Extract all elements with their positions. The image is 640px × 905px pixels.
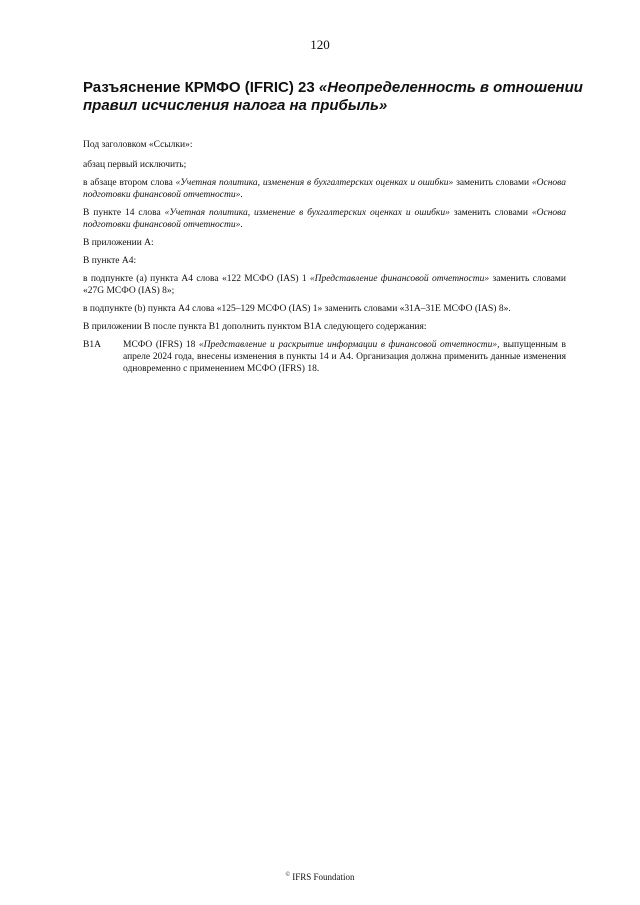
paragraph-delete-first: абзац первый исключить; xyxy=(83,160,187,170)
italic-run: «Основа подготовки финансовой отчетности» xyxy=(83,178,566,200)
document-body xyxy=(83,139,566,381)
page-number: 120 xyxy=(310,37,330,52)
text-run: заменить словами xyxy=(453,178,532,188)
text-run: МСФО (IFRS) 18 xyxy=(123,340,199,350)
paragraph-subpoint-b: в подпункте (b) пункта А4 слова «125–129 МСФО (IAS) 1» заменить словами «31А–31Е МСФО (IAS) 8». xyxy=(83,304,511,314)
copyright-symbol: © xyxy=(285,872,291,878)
paragraph-b1a-text xyxy=(123,339,566,375)
italic-run: «Представление финансовой отчетности» xyxy=(309,274,490,284)
text-run: в подпункте (а) пункта А4 слова «122 МСФО (IAS) 1 xyxy=(83,274,310,284)
paragraph-appendix-b: В приложении В после пункта В1 дополнить пунктом В1А следующего содержания: xyxy=(83,322,427,332)
page-title xyxy=(83,79,583,115)
text-run: В пункте 14 слова xyxy=(83,208,165,218)
italic-run: «Основа подготовки финансовой отчетности» xyxy=(83,208,566,230)
paragraph-subpoint-a xyxy=(83,273,566,297)
paragraph-second-abzac xyxy=(83,177,566,201)
text-run: , выпущенным в апреле 2024 года, внесены изменения в пункты 14 и А4. Организация должна применить данные изменения одновременно с применением МСФО (IFRS) 18. xyxy=(123,340,566,374)
paragraph-point-14 xyxy=(83,207,566,231)
paragraph-b1a xyxy=(83,339,566,375)
italic-run: «Учетная политика, изменения в бухгалтерских оценках и ошибки» xyxy=(175,178,454,188)
title-italic: «Неопределенность в отношении правил исчисления налога на прибыль» xyxy=(83,79,583,114)
paragraph-appendix-a: В приложении А: xyxy=(83,238,154,248)
footer-text: IFRS Foundation xyxy=(290,872,355,882)
title-prefix: Разъяснение КРМФО (IFRIC) 23 xyxy=(83,79,319,96)
text-run: . xyxy=(240,190,243,200)
italic-run: «Представление и раскрытие информации в финансовой отчетности» xyxy=(198,340,498,350)
paragraph-references-heading: Под заголовком «Ссылки»: xyxy=(83,140,193,150)
text-run: заменить словами «27G МСФО (IAS) 8»; xyxy=(83,274,566,296)
paragraph-number: В1А xyxy=(83,340,101,350)
text-run: . xyxy=(240,220,243,230)
paragraph-point-a4: В пункте А4: xyxy=(83,256,137,266)
copyright-footer xyxy=(0,870,640,882)
text-run: в абзаце втором слова xyxy=(83,178,176,188)
text-run: заменить словами xyxy=(449,208,532,218)
italic-run: «Учетная политика, изменение в бухгалтерских оценках и ошибки» xyxy=(164,208,450,218)
